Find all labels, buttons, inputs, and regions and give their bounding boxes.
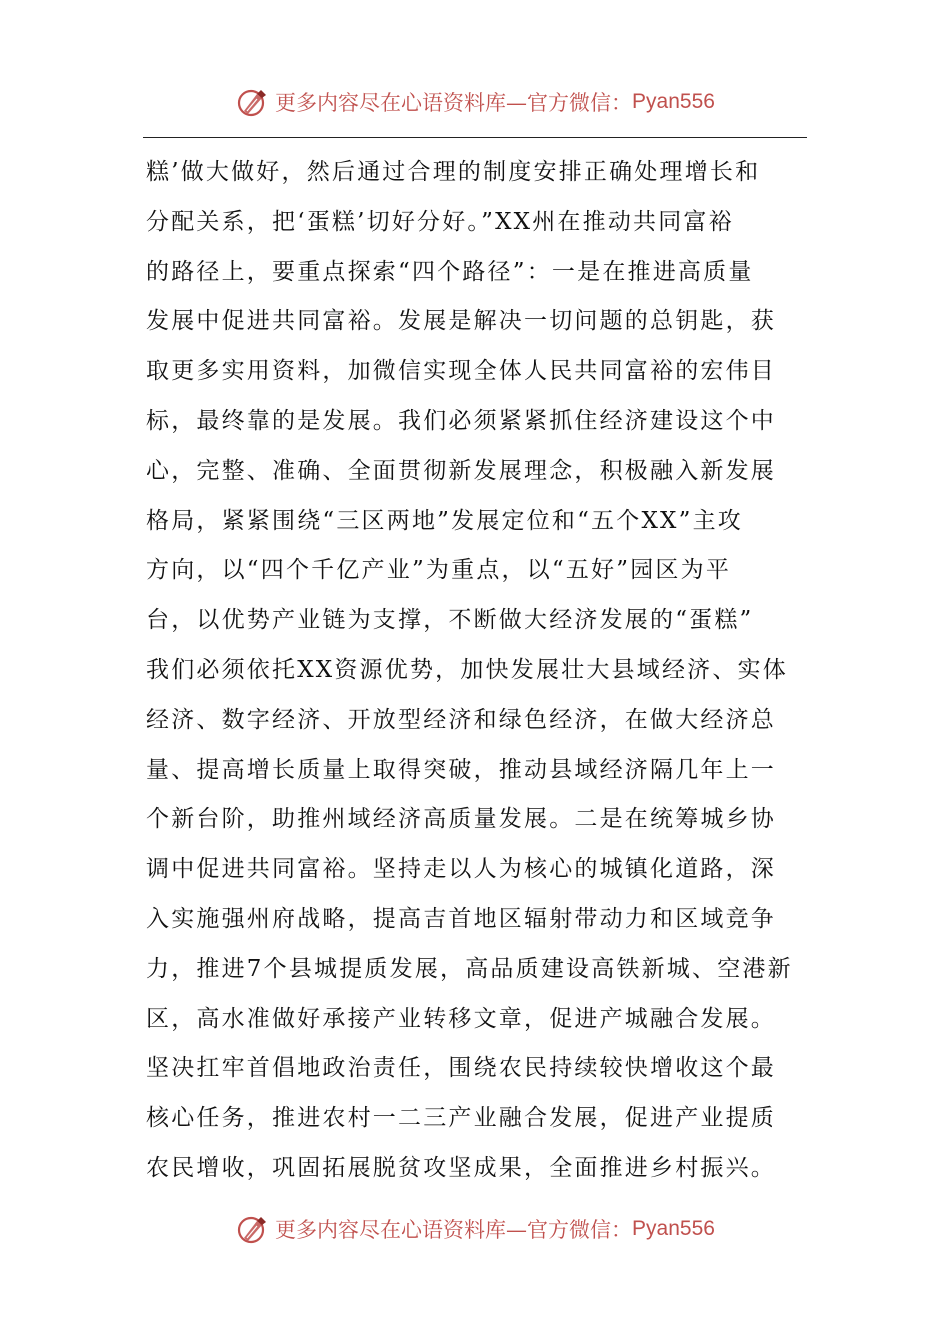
body-line: 坚决扛牢首倡地政治责任，围绕农民持续较快增收这个最 (146, 1055, 776, 1082)
body-line: 的路径上，要重点探索“四个路径”：一是在推进高质量 (146, 258, 754, 285)
body-line: 格局，紧紧围绕“三区两地”发展定位和“五个XX”主攻 (146, 507, 743, 534)
footer-wechat-id: Pyan556 (632, 1217, 715, 1240)
body-line: 方向，以“四个千亿产业”为重点，以“五好”园区为平 (146, 557, 732, 584)
body-line: 分配关系，把‘蛋糕’切好分好。”XX州在推动共同富裕 (146, 208, 734, 235)
body-line: 入实施强州府战略，提高吉首地区辐射带动力和区域竞争 (146, 905, 776, 932)
header-divider (143, 137, 807, 138)
body-line: 农民增收，巩固拓展脱贫攻坚成果，全面推进乡村振兴。 (146, 1154, 776, 1181)
pen-nib-logo-icon (235, 85, 269, 119)
body-line: 标，最终靠的是发展。我们必须紧紧抓住经济建设这个中 (146, 407, 776, 434)
document-body (146, 148, 806, 1194)
body-line: 调中促进共同富裕。坚持走以人为核心的城镇化道路，深 (146, 856, 776, 883)
footer-banner (0, 1209, 950, 1249)
body-line: 核心任务，推进农村一二三产业融合发展，促进产业提质 (146, 1105, 776, 1132)
header-wechat-id: Pyan556 (632, 90, 715, 113)
body-line: 量、提高增长质量上取得突破，推动县域经济隔几年上一 (146, 756, 776, 783)
body-line: 力，推进7个县城提质发展，高品质建设高铁新城、空港新 (146, 955, 793, 982)
header-banner (0, 82, 950, 122)
body-line: 我们必须依托XX资源优势，加快发展壮大县域经济、实体 (146, 656, 788, 683)
header-banner-text: 更多内容尽在心语资料库—官方微信： (275, 91, 633, 115)
pen-nib-logo-icon (235, 1212, 269, 1246)
body-line: 经济、数字经济、开放型经济和绿色经济，在做大经济总 (146, 706, 776, 733)
body-line: 发展中促进共同富裕。发展是解决一切问题的总钥匙，获 (146, 308, 776, 335)
body-line: 心，完整、准确、全面贯彻新发展理念，积极融入新发展 (146, 457, 776, 484)
body-line: 个新台阶，助推州域经济高质量发展。二是在统筹城乡协 (146, 806, 776, 833)
body-line: 区，高水准做好承接产业转移文章，促进产城融合发展。 (146, 1005, 776, 1032)
body-line: 台，以优势产业链为支撑，不断做大经济发展的“蛋糕” (146, 607, 754, 634)
body-line: 取更多实用资料，加微信实现全体人民共同富裕的宏伟目 (146, 358, 776, 385)
body-line: 糕’做大做好，然后通过合理的制度安排正确处理增长和 (146, 159, 761, 185)
footer-banner-text: 更多内容尽在心语资料库—官方微信： (275, 1218, 633, 1242)
